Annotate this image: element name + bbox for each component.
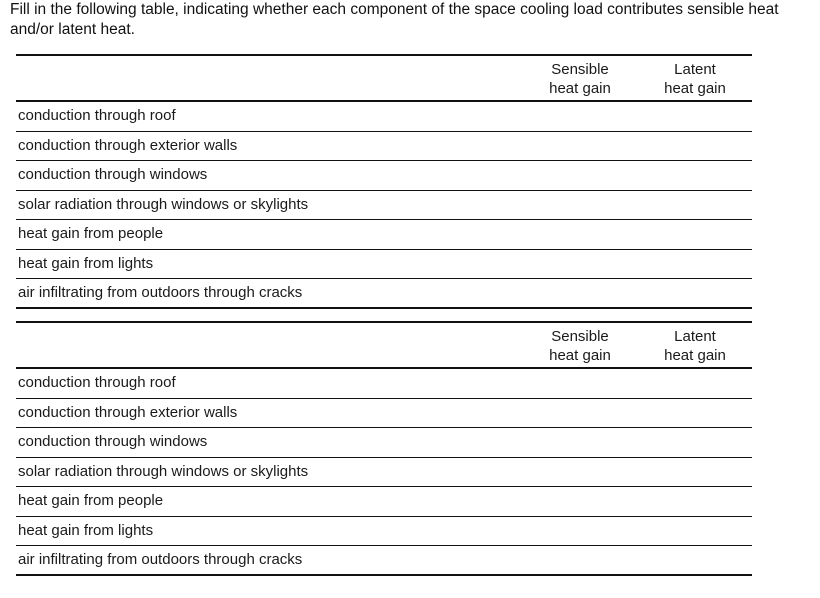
header-line: Sensible — [551, 328, 609, 345]
cooling-load-table-1 — [16, 54, 752, 309]
instructions-text: Fill in the following table, indicating whether each component of the space cooling load contributes sensible heat and/or latent heat. — [10, 1, 779, 38]
latent-heat-gain-header — [640, 327, 750, 365]
table-row: air infiltrating from outdoors through cracks — [16, 546, 752, 576]
table-row: conduction through roof — [16, 369, 752, 399]
header-line: heat gain — [664, 80, 726, 97]
table-row: solar radiation through windows or skylights — [16, 458, 752, 488]
table-row: heat gain from people — [16, 220, 752, 250]
table-row: conduction through windows — [16, 428, 752, 458]
header-line: Sensible — [551, 61, 609, 78]
table-row: conduction through exterior walls — [16, 132, 752, 162]
cooling-load-table-2 — [16, 321, 752, 576]
table-row: heat gain from lights — [16, 517, 752, 547]
header-line: heat gain — [549, 80, 611, 97]
sensible-heat-gain-header — [525, 327, 635, 365]
header-line: Latent — [674, 61, 716, 78]
table-header-row — [16, 321, 752, 369]
header-line: Latent — [674, 328, 716, 345]
table-row: conduction through windows — [16, 161, 752, 191]
table-row: solar radiation through windows or skylights — [16, 191, 752, 221]
sensible-heat-gain-header — [525, 60, 635, 98]
header-line: heat gain — [549, 347, 611, 364]
table-row: air infiltrating from outdoors through cracks — [16, 279, 752, 309]
table-row: conduction through exterior walls — [16, 399, 752, 429]
table-row: heat gain from lights — [16, 250, 752, 280]
header-line: heat gain — [664, 347, 726, 364]
table-row: heat gain from people — [16, 487, 752, 517]
table-row: conduction through roof — [16, 102, 752, 132]
table-header-row — [16, 54, 752, 102]
latent-heat-gain-header — [640, 60, 750, 98]
